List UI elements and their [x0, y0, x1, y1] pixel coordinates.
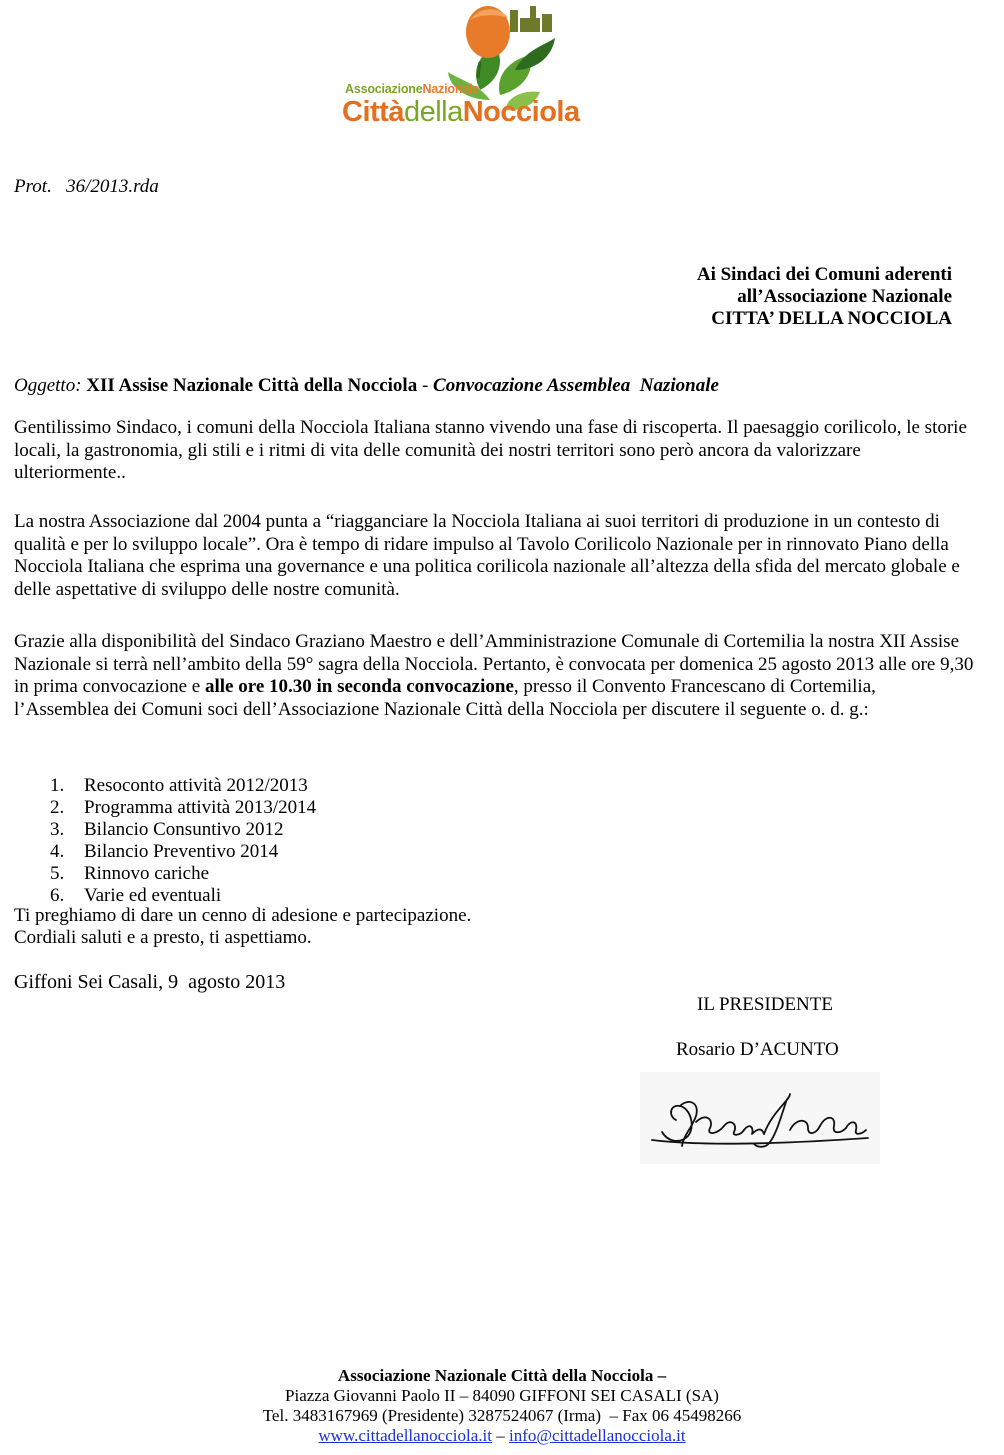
recipient-block	[697, 264, 952, 330]
subject-separator: -	[417, 375, 434, 396]
recipient-line-3: CITTA’ DELLA NOCCIOLA	[711, 308, 952, 329]
agenda-item: 6. Varie ed eventuali	[50, 885, 222, 906]
website-link[interactable]: www.cittadellanocciola.it	[318, 1426, 492, 1445]
closing-text	[14, 905, 471, 949]
place-date: Giffoni Sei Casali, 9 agosto 2013	[14, 971, 286, 993]
body-paragraph-2: La nostra Associazione dal 2004 punta a “riagganciare la Nocciola Italiana ai suoi territori di produzione in un contesto di qualità e per lo sviluppo locale”. Ora è tempo di ridare impulso al Tavolo Corilicolo Nazionale per in rinnovato Piano della Nocciola Italiana che esprima una governance e una politica corilicola nazionale all’altezza della sfida del mercato globale e delle aspettative di sviluppo delle nostre comunità.	[14, 511, 960, 600]
footer-address: Piazza Giovanni Paolo II – 84090 GIFFONI SEI CASALI (SA)	[285, 1386, 719, 1405]
closing-line-1: Ti preghiamo di dare un cenno di adesione e partecipazione.	[14, 905, 472, 926]
signature-icon	[640, 1072, 880, 1164]
recipient-line-2: all’Associazione Nazionale	[737, 286, 952, 307]
protocol-number: Prot. 36/2013.rda	[14, 176, 159, 197]
signer-name: Rosario D’ACUNTO	[676, 1039, 839, 1060]
agenda-item: 1. Resoconto attività 2012/2013	[50, 775, 308, 796]
subject-detail: Convocazione Assemblea Nazionale	[433, 375, 719, 396]
letter-footer	[0, 1366, 1004, 1446]
agenda-item: 4. Bilancio Preventivo 2014	[50, 841, 279, 862]
footer-organization: Associazione Nazionale Città della Nocciola –	[337, 1366, 667, 1385]
agenda-list	[14, 775, 316, 907]
subject-line	[14, 375, 719, 397]
closing-line-2: Cordiali saluti e a presto, ti aspettiamo.	[14, 927, 312, 948]
recipient-line-1: Ai Sindaci dei Comuni aderenti	[696, 264, 952, 285]
body-paragraph-1: Gentilissimo Sindaco, i comuni della Nocciola Italiana stanno vivendo una fase di riscoperta. Il paesaggio corilicolo, le storie locali, la gastronomia, gli stili e i ritmi di vita delle comunità dei nostri territori sono però ancora da valorizzare ulteriormente..	[14, 417, 967, 483]
footer-contacts: Tel. 3483167969 (Presidente) 3287524067 (Irma) – Fax 06 45498266	[262, 1406, 742, 1425]
agenda-item: 2. Programma attività 2013/2014	[50, 797, 317, 818]
subject-label: Oggetto:	[14, 375, 82, 396]
agenda-item: 3. Bilancio Consuntivo 2012	[50, 819, 284, 840]
subject-title: XII Assise Nazionale Città della Nocciola	[86, 375, 418, 396]
association-logo	[330, 0, 650, 135]
email-link[interactable]: info@cittadellanocciola.it	[508, 1426, 686, 1445]
agenda-item: 5. Rinnovo cariche	[50, 863, 210, 884]
logo-line-2: CittàdellaNocciola	[342, 96, 580, 128]
body-paragraph-3: Grazie alla disponibilità del Sindaco Graziano Maestro e dell’Amministrazione Comunale di Cortemilia la nostra XII Assise Nazionale si terrà nell’ambito della 59° sagra della Nocciola. Pertanto, è convocata per domenica 25 agosto 2013 alle ore 9,30 in prima convocazione e alle ore 10.30 in seconda convocazione, presso il Convento Francescano di Cortemilia, l’Assemblea dei Comuni soci dell’Associazione Nazionale Città della Nocciola per discutere il seguente o. d. g.:	[14, 631, 974, 720]
second-convocation-time: alle ore 10.30 in seconda convocazione	[204, 676, 514, 697]
signer-role: IL PRESIDENTE	[697, 994, 833, 1015]
handwritten-signature	[640, 1072, 880, 1164]
logo-line-1: AssociazioneNazionale	[345, 82, 480, 96]
footer-links: www.cittadellanocciola.it – info@cittadellanocciola.it	[318, 1426, 686, 1445]
